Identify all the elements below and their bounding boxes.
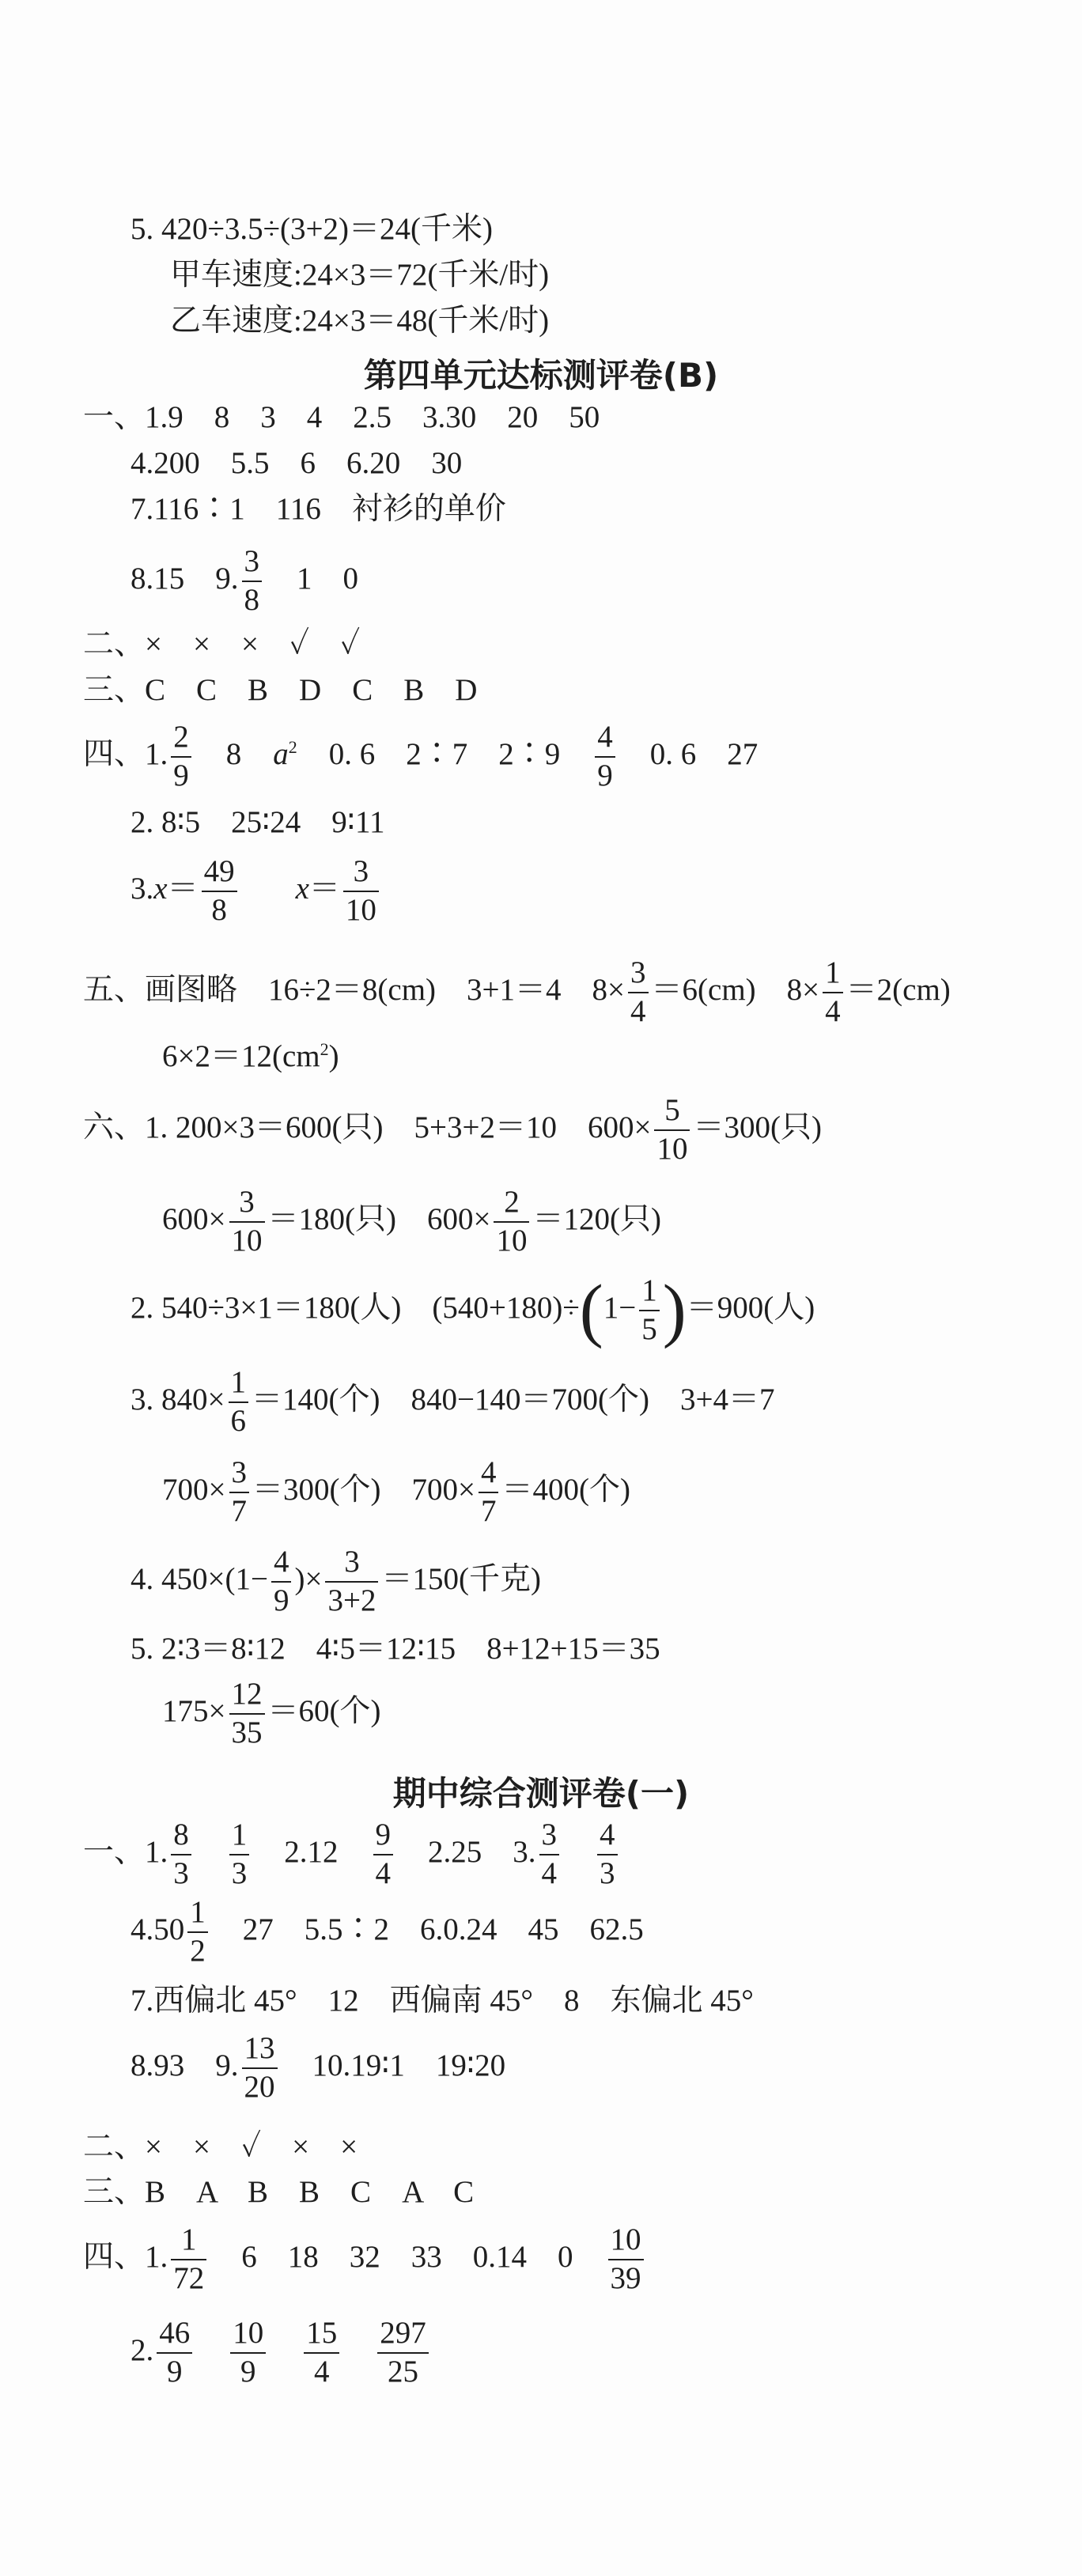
answer-line: 二、× × ✓ × × xyxy=(83,2130,358,2164)
answer-line: 600× $\frac{3}{10}$ ＝180(只) 600× $\frac{2}{10}$ ＝120(只) xyxy=(162,1185,661,1258)
fraction: $\frac{3}{8}$ xyxy=(242,546,263,617)
fraction: $\frac{8}{3}$ xyxy=(171,1819,191,1890)
answer-line: 3. 840× $\frac{1}{6}$ ＝140(个) 840−140＝700(个) 3+4＝7 xyxy=(131,1365,775,1438)
fraction: $\frac{297}{25}$ xyxy=(377,2317,429,2389)
fraction: $\frac{2}{9}$ xyxy=(171,721,191,792)
section-title: 第四单元达标测评卷(B) xyxy=(363,356,719,395)
answer-line: 三、B A B B C A C xyxy=(83,2175,475,2209)
answer-line: 2. 540÷3×1＝180(人) (540+180)÷(1− $\frac{1}{5}$ )＝900(人) xyxy=(131,1270,815,1349)
answer-line: 7.116∶1 116 衬衫的单价 xyxy=(131,492,506,526)
fraction: $\frac{4}{7}$ xyxy=(479,1457,499,1528)
fraction: $\frac{3}{4}$ xyxy=(539,1819,560,1890)
fraction: $\frac{4}{3}$ xyxy=(597,1819,618,1890)
answer-line: 二、× × × ✓ ✓ xyxy=(83,627,361,661)
answer-line: 四、1. $\frac{1}{72}$ 6 18 32 33 0.14 0 $\frac{10}{39}$ xyxy=(83,2224,647,2295)
fraction: $\frac{2}{10}$ xyxy=(494,1186,529,1258)
answer-line: 8.15 9. $\frac{3}{8}$ 1 0 xyxy=(131,544,359,617)
answer-line: 三、C C B D C B D xyxy=(83,673,478,707)
answer-line: 8.93 9. $\frac{13}{20}$ 10.19∶1 19∶20 xyxy=(131,2031,506,2104)
fraction: $\frac{1}{5}$ xyxy=(639,1275,660,1346)
section-title: 期中综合测评卷(一) xyxy=(392,1774,690,1813)
answer-line: 7.西偏北 45° 12 西偏南 45° 8 东偏北 45° xyxy=(131,1984,754,2018)
answer-line: 乙车速度:24×3＝48(千米/时) xyxy=(170,304,550,338)
fraction: $\frac{9}{4}$ xyxy=(373,1819,394,1890)
answer-line: 175× $\frac{12}{35}$ ＝60(个) xyxy=(162,1677,381,1749)
answer-line: 4.200 5.5 6 6.20 30 xyxy=(131,446,463,480)
fraction: $\frac{3}{3+2}$ xyxy=(325,1546,378,1617)
answer-line: 四、1. $\frac{2}{9}$ 8 $a^2$ 0. 6 2∶7 2∶9 $\frac{4}{9}$ 0. 6 27 xyxy=(83,720,759,792)
fraction: $\frac{13}{20}$ xyxy=(242,2033,278,2104)
fraction: $\frac{1}{3}$ xyxy=(229,1819,250,1890)
fraction: $\frac{3}{10}$ xyxy=(229,1186,265,1258)
fraction: $\frac{1}{4}$ xyxy=(823,957,843,1028)
answer-line: 2. 8∶5 25∶24 9∶11 xyxy=(131,805,385,839)
answer-line: 3.x＝ $\frac{49}{8}$ x＝ $\frac{3}{10}$ xyxy=(131,856,382,927)
fraction: $\frac{1}{6}$ xyxy=(229,1367,249,1438)
answer-line: 2. $\frac{46}{9}$ $\frac{10}{9}$ $\frac{15}{4}$ $\frac{297}{25}$ xyxy=(131,2317,432,2389)
fraction: $\frac{1}{72}$ xyxy=(171,2224,206,2295)
answer-line: 5. 420÷3.5÷(3+2)＝24(千米) xyxy=(131,212,494,246)
answer-line: 六、1. 200×3＝600(只) 5+3+2＝10 600× $\frac{5}{10}$ ＝300(只) xyxy=(83,1093,822,1166)
answer-line: 一、1. $\frac{8}{3}$ $\frac{1}{3}$ 2.12 $\frac{9}{4}$ 2.25 3. $\frac{3}{4}$ $\frac{4}{3}$ xyxy=(83,1819,621,1890)
fraction: $\frac{3}{7}$ xyxy=(229,1457,250,1528)
fraction: $\frac{12}{35}$ xyxy=(229,1678,265,1749)
fraction: $\frac{10}{9}$ xyxy=(230,2317,266,2389)
fraction: $\frac{3}{4}$ xyxy=(628,957,649,1028)
answer-line: $6\times 2=12(cm^2)$ xyxy=(162,1039,339,1073)
answer-line: 4. 450×(1− $\frac{4}{9}$ )× $\frac{3}{3+2}$ ＝150(千克) xyxy=(131,1545,541,1617)
answer-line: 五、画图略 16÷2＝8(cm) 3+1＝4 8× $\frac{3}{4}$ ＝6(cm) 8× $\frac{1}{4}$ ＝2(cm) xyxy=(83,955,951,1028)
fraction: $\frac{5}{10}$ xyxy=(654,1095,690,1166)
scan-artifact xyxy=(32,123,301,154)
fraction: $\frac{4}{9}$ xyxy=(271,1546,292,1617)
answer-line: 甲车速度:24×3＝72(千米/时) xyxy=(170,258,550,292)
answer-line: 4.50 $\frac{1}{2}$ 27 5.5∶2 6.0.24 45 62.5 xyxy=(131,1895,644,1968)
answer-line: 一、1.9 8 3 4 2.5 3.30 20 50 xyxy=(83,400,600,434)
fraction: $\frac{46}{9}$ xyxy=(157,2317,192,2389)
fraction: $\frac{10}{39}$ xyxy=(608,2224,644,2295)
fraction: $\frac{4}{9}$ xyxy=(595,721,615,792)
answer-line: 700× $\frac{3}{7}$ ＝300(个) 700× $\frac{4}{7}$ ＝400(个) xyxy=(162,1455,630,1528)
fraction: $\frac{49}{8}$ xyxy=(202,856,237,927)
fraction: $\frac{1}{2}$ xyxy=(187,1897,208,1968)
answer-line: 5. 2∶3＝8∶12 4∶5＝12∶15 8+12+15＝35 xyxy=(131,1632,660,1666)
fraction: $\frac{15}{4}$ xyxy=(304,2317,339,2389)
fraction: $\frac{3}{10}$ xyxy=(343,856,379,927)
